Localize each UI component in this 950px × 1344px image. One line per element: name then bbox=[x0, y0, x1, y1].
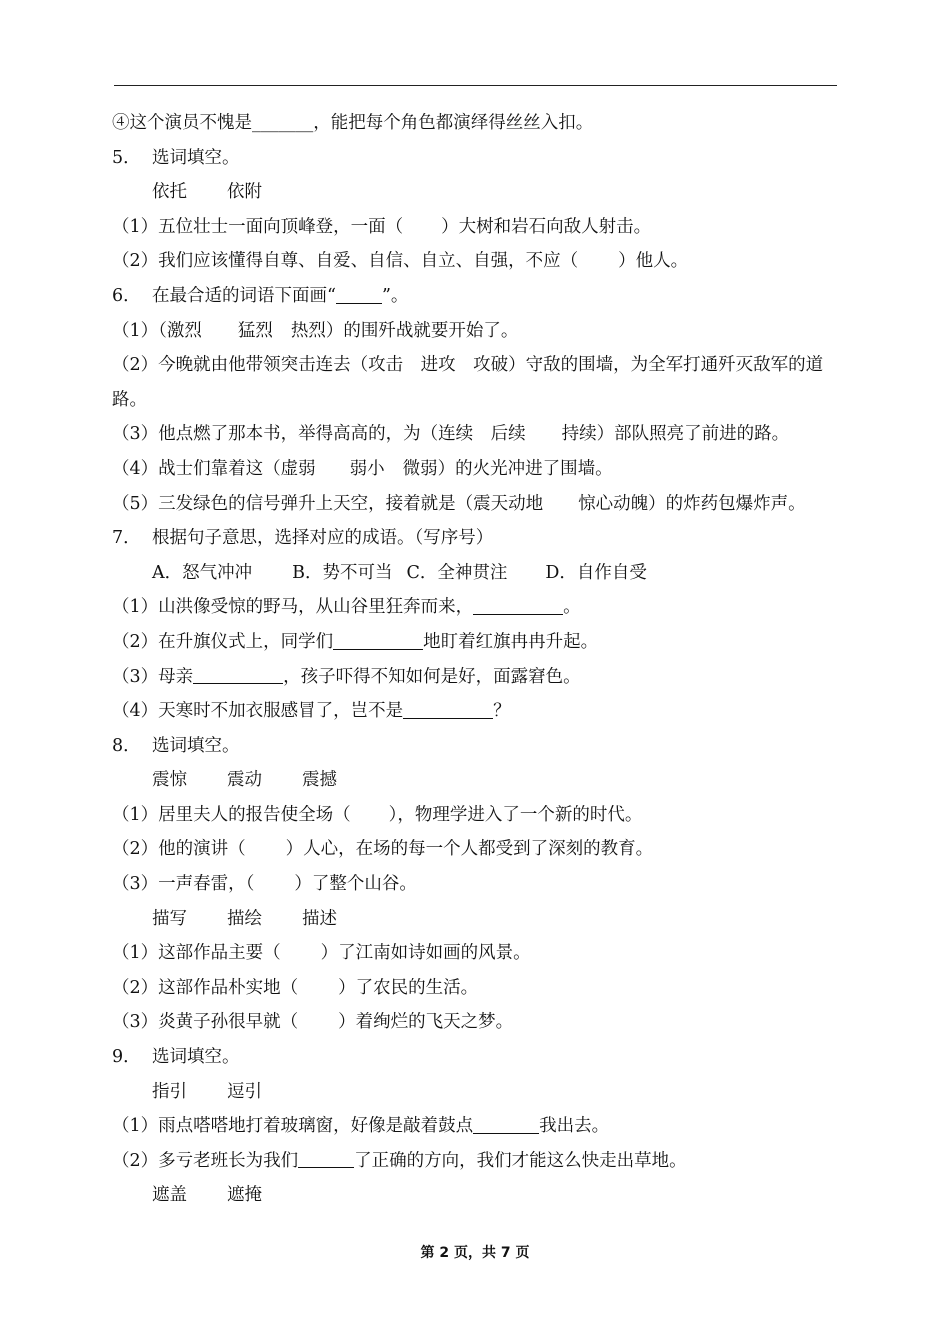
q8-option-a3: 震撼 bbox=[302, 770, 337, 791]
q6-item-5 bbox=[112, 487, 852, 522]
q9-options-a bbox=[112, 1075, 852, 1110]
q6-item-2 bbox=[112, 348, 852, 417]
q6-title-b: ”。 bbox=[381, 285, 409, 306]
q7-item-2 bbox=[112, 625, 852, 660]
q6-item-1-c: 热烈）的围歼战就要开始了。 bbox=[290, 320, 519, 341]
q8-option-a1: 震惊 bbox=[152, 770, 187, 791]
q8-b-item-3-a: （3）炎黄子孙很早就（ bbox=[112, 1012, 299, 1033]
q6-title-a: 在最合适的词语下面画“ bbox=[152, 285, 336, 306]
q8-option-b2: 描绘 bbox=[227, 908, 262, 929]
q7-item-4-b: ？ bbox=[493, 701, 511, 722]
q7-item-3-a: （3）母亲 bbox=[112, 666, 194, 687]
q8-options-a bbox=[112, 763, 852, 798]
q5-item-2-part-b: ）他人。 bbox=[618, 251, 689, 272]
q7-number: 7． bbox=[112, 528, 141, 549]
q9-options-b bbox=[112, 1178, 852, 1213]
q9-number: 9． bbox=[112, 1047, 141, 1068]
q5-option-1: 依托 bbox=[152, 182, 187, 203]
q9-item-1 bbox=[112, 1109, 852, 1144]
q7-item-1 bbox=[112, 590, 852, 625]
q6-item-4 bbox=[112, 452, 852, 487]
q7-title: 根据句子意思，选择对应的成语。（写序号） bbox=[152, 528, 494, 549]
q8-heading bbox=[112, 729, 852, 764]
q8-a-item-2-a: （2）他的演讲（ bbox=[112, 839, 246, 860]
q6-item-4-a: （4）战士们靠着这（虚弱 bbox=[112, 458, 316, 479]
q6-number: 6． bbox=[112, 285, 141, 306]
q7-option-d: D．自作自受 bbox=[545, 562, 647, 583]
q7-item-3-blank bbox=[193, 665, 283, 684]
q5-title: 选词填空。 bbox=[152, 147, 240, 168]
q6-underline-sample bbox=[336, 284, 382, 303]
q8-a-item-2-b: ）人心，在场的每一个人都受到了深刻的教育。 bbox=[285, 839, 654, 860]
worksheet-content bbox=[112, 106, 852, 1213]
q9-option-b1: 遮盖 bbox=[152, 1185, 187, 1206]
q7-option-a: A．怒气冲冲 bbox=[152, 562, 253, 583]
q8-b-item-2-b: ）了农民的生活。 bbox=[338, 977, 479, 998]
q8-number: 8． bbox=[112, 735, 141, 756]
q8-a-item-1-a: （1）居里夫人的报告使全场（ bbox=[112, 804, 351, 825]
q8-a-item-2 bbox=[112, 832, 852, 867]
q9-item-2 bbox=[112, 1144, 852, 1179]
q5-number: 5． bbox=[112, 147, 141, 168]
q6-item-5-text: （5）三发绿色的信号弹升上天空，接着就是（震天动地 惊心动魄）的炸药包爆炸声。 bbox=[112, 493, 806, 514]
q6-heading bbox=[112, 279, 852, 314]
q6-item-1-b: 猛烈 bbox=[237, 320, 273, 341]
q5-item-2 bbox=[112, 244, 852, 279]
q7-options bbox=[112, 556, 852, 591]
q7-item-1-b: 。 bbox=[563, 597, 581, 618]
q9-item-1-blank bbox=[473, 1114, 539, 1133]
q9-option-a2: 逗引 bbox=[227, 1081, 262, 1102]
q5-item-1 bbox=[112, 210, 852, 245]
q8-a-item-3-b: ）了整个山谷。 bbox=[294, 874, 417, 895]
q6-item-4-c: 微弱）的火光冲进了围墙。 bbox=[402, 458, 613, 479]
q9-item-2-b: 了正确的方向，我们才能这么快走出草地。 bbox=[354, 1150, 687, 1171]
q6-item-3-b: 持续）部队照亮了前进的路。 bbox=[561, 424, 790, 445]
q7-heading bbox=[112, 521, 852, 556]
q9-item-2-blank bbox=[298, 1149, 354, 1168]
q8-a-item-3 bbox=[112, 867, 852, 902]
q6-item-1 bbox=[112, 314, 852, 349]
q7-option-b: B．势不可当 bbox=[292, 562, 393, 583]
q7-item-4 bbox=[112, 694, 852, 729]
q5-heading bbox=[112, 141, 852, 176]
q9-item-1-a: （1）雨点嗒嗒地打着玻璃窗，好像是敲着鼓点 bbox=[112, 1116, 474, 1137]
q8-b-item-2-a: （2）这部作品朴实地（ bbox=[112, 977, 299, 998]
q4-item-4-text: ④这个演员不愧是_______，能把每个角色都演绎得丝丝入扣。 bbox=[112, 113, 594, 133]
q8-b-item-1-a: （1）这部作品主要（ bbox=[112, 943, 281, 964]
q7-item-3 bbox=[112, 660, 852, 695]
q7-item-2-blank bbox=[333, 630, 423, 649]
q6-item-1-a: （1）（激烈 bbox=[112, 320, 202, 341]
q4-item-4 bbox=[112, 106, 852, 141]
q8-a-item-1 bbox=[112, 798, 852, 833]
q8-b-item-3 bbox=[112, 1005, 852, 1040]
q8-b-item-1 bbox=[112, 936, 852, 971]
q7-item-1-a: （1）山洪像受惊的野马，从山谷里狂奔而来， bbox=[112, 597, 474, 618]
q5-option-2: 依附 bbox=[227, 182, 262, 203]
q8-b-item-3-b: ）着绚烂的飞天之梦。 bbox=[338, 1012, 514, 1033]
q5-item-1-part-a: （1）五位壮士一面向顶峰登，一面（ bbox=[112, 216, 404, 237]
q8-option-b3: 描述 bbox=[302, 908, 337, 929]
header-rule bbox=[114, 85, 837, 86]
q7-item-2-b: 地盯着红旗冉冉升起。 bbox=[423, 631, 599, 652]
q8-b-item-2 bbox=[112, 971, 852, 1006]
q8-title: 选词填空。 bbox=[152, 735, 240, 756]
q8-b-item-1-b: ）了江南如诗如画的风景。 bbox=[320, 943, 531, 964]
page-footer: 第 2 页，共 7 页 bbox=[420, 1245, 530, 1261]
q7-option-c: C．全神贯注 bbox=[406, 562, 508, 583]
q8-a-item-1-b: ），物理学进入了一个新的时代。 bbox=[388, 804, 643, 825]
q6-item-3 bbox=[112, 417, 852, 452]
q5-options bbox=[112, 175, 852, 210]
q7-item-2-a: （2）在升旗仪式上，同学们 bbox=[112, 631, 334, 652]
q7-item-1-blank bbox=[473, 596, 563, 615]
q8-option-b1: 描写 bbox=[152, 908, 187, 929]
q6-item-3-a: （3）他点燃了那本书，举得高高的，为（连续 后续 bbox=[112, 424, 526, 445]
q9-title: 选词填空。 bbox=[152, 1047, 240, 1068]
q9-item-2-a: （2）多亏老班长为我们 bbox=[112, 1150, 299, 1171]
q6-item-4-b: 弱小 bbox=[349, 458, 385, 479]
q5-item-2-part-a: （2）我们应该懂得自尊、自爱、自信、自立、自强，不应（ bbox=[112, 251, 579, 272]
q7-item-4-a: （4）天寒时不加衣服感冒了，岂不是 bbox=[112, 701, 404, 722]
q8-a-item-3-a: （3）一声春雷，（ bbox=[112, 874, 255, 895]
q6-item-2-text: （2）今晚就由他带领突击连去（攻击 进攻 攻破）守敌的围墙，为全军打通歼灭敌军的道路。 bbox=[112, 355, 824, 410]
q9-item-1-b: 我出去。 bbox=[539, 1116, 610, 1137]
q9-heading bbox=[112, 1040, 852, 1075]
q7-item-3-b: ，孩子吓得不知如何是好，面露窘色。 bbox=[283, 666, 581, 687]
q8-option-a2: 震动 bbox=[227, 770, 262, 791]
q9-option-a1: 指引 bbox=[152, 1081, 187, 1102]
q9-option-b2: 遮掩 bbox=[227, 1185, 262, 1206]
q5-item-1-part-b: ）大树和岩石向敌人射击。 bbox=[441, 216, 652, 237]
q8-options-b bbox=[112, 902, 852, 937]
q7-item-4-blank bbox=[403, 699, 493, 718]
